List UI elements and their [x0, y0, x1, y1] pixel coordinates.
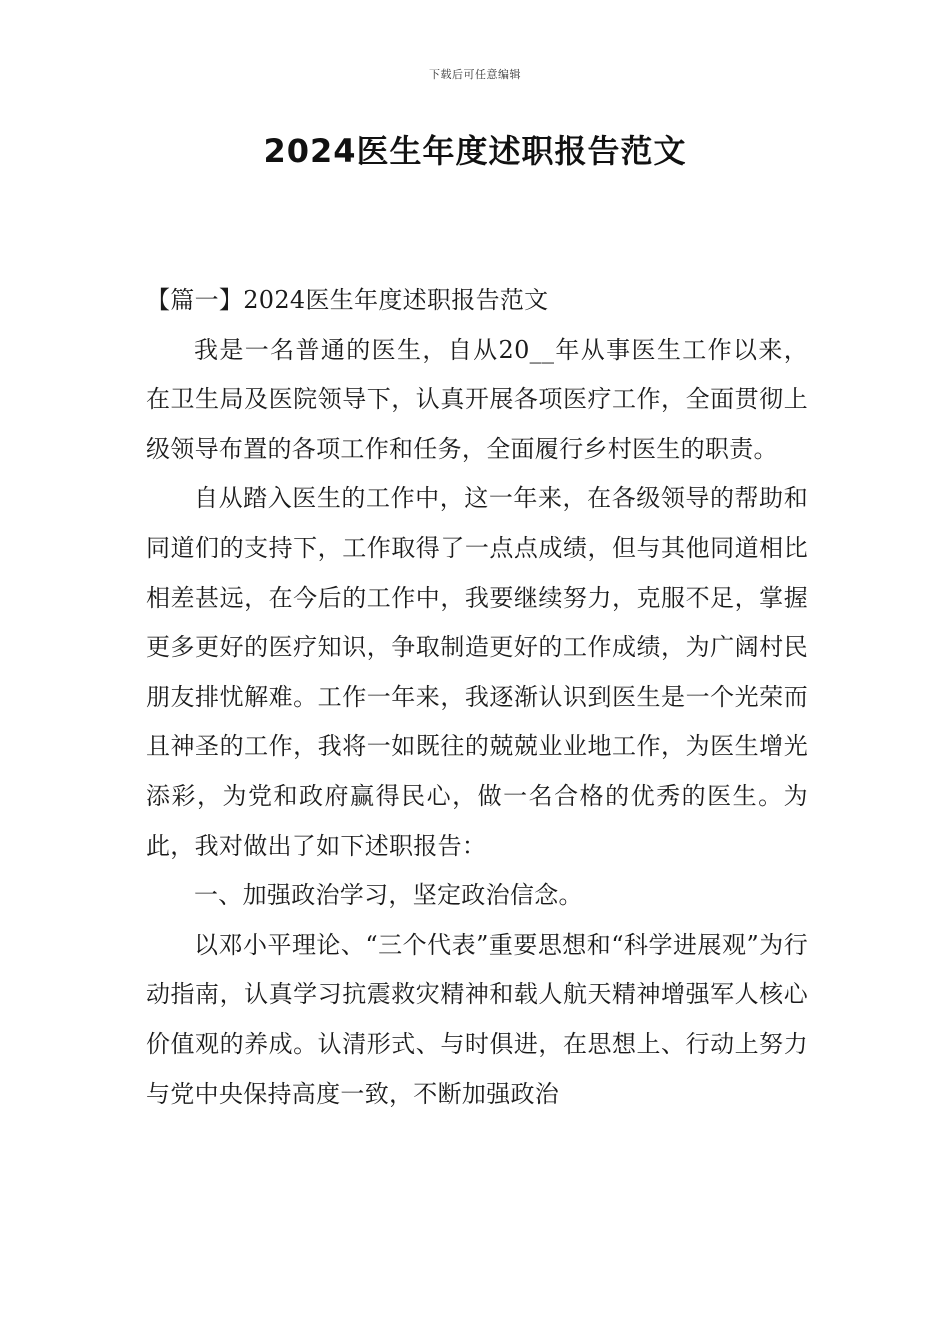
body-paragraph: 以邓小平理论、“三个代表”重要思想和“科学进展观”为行动指南，认真学习抗震救灾精神和载人航天精神增强军人核心价值观的养成。认清形式、与时俱进，在思想上、行动上努力与党中央保持高度一致，不断加强政治: [146, 930, 808, 1108]
document-body: [146, 276, 808, 1119]
document-title: 2024医生年度述职报告范文: [263, 132, 687, 170]
header-note: 下载后可任意编辑: [429, 68, 521, 81]
body-paragraph: 一、加强政治学习，坚定政治信念。: [194, 881, 583, 910]
section-heading: 【篇一】2024医生年度述职报告范文: [146, 286, 549, 314]
body-paragraph: 自从踏入医生的工作中，这一年来，在各级领导的帮助和同道们的支持下，工作取得了一点点成绩，但与其他同道相比相差甚远，在今后的工作中，我要继续努力，克服不足，掌握更多更好的医疗知识，争取制造更好的工作成绩，为广阔村民朋友排忧解难。工作一年来，我逐渐认识到医生是一个光荣而且神圣的工作，我将一如既往的兢兢业业地工作，为医生增光添彩，为党和政府赢得民心，做一名合格的优秀的医生。为此，我对做出了如下述职报告：: [146, 484, 808, 860]
body-paragraph: 我是一名普通的医生，自从20__年从事医生工作以来，在卫生局及医院领导下，认真开展各项医疗工作，全面贯彻上级领导布置的各项工作和任务，全面履行乡村医生的职责。: [146, 335, 808, 463]
